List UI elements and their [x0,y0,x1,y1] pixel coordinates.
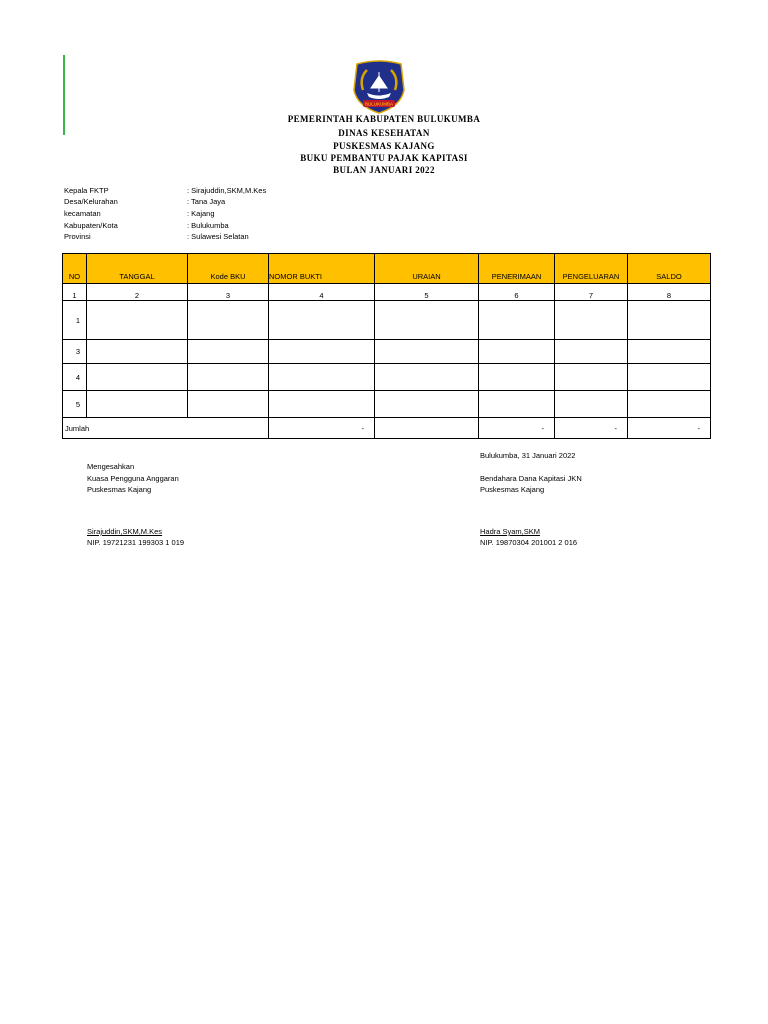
left-sig-line2: Kuasa Pengguna Anggaran [87,474,179,483]
cell-penerimaan [479,340,555,364]
emblem-ribbon-text: BULUKUMBA [364,101,394,107]
cell-uraian [375,391,479,418]
cell-nomor-bukti [269,301,375,340]
info-value-desa: : Tana Jaya [187,197,226,206]
cell-uraian [375,364,479,391]
col-num: 2 [87,284,188,301]
cell-nomor-bukti [269,340,375,364]
right-sig-line2: Puskesmas Kajang [480,485,545,494]
header-line-buku: BUKU PEMBANTU PAJAK KAPITASI [300,153,468,163]
info-label-desa: Desa/Kelurahan [64,197,118,206]
right-sig-line1: Bendahara Dana Kapitasi JKN [480,474,582,483]
cell-kode-bku [188,391,269,418]
cell-uraian [375,340,479,364]
header-line-puskesmas: PUSKESMAS KAJANG [333,141,435,151]
info-label-kabupaten: Kabupaten/Kota [64,221,118,230]
jumlah-penerimaan: - [479,418,555,439]
cell-saldo [628,301,711,340]
cell-tanggal [87,340,188,364]
info-value-kecamatan: : Kajang [187,209,215,218]
jumlah-saldo: - [628,418,711,439]
cell-kode-bku [188,340,269,364]
row-no: 1 [63,301,87,340]
header-line-bulan: BULAN JANUARI 2022 [333,165,435,175]
header-uraian: URAIAN [375,254,479,284]
header-nomor-bukti: NOMOR BUKTI [269,254,375,284]
header-pengeluaran: PENGELUARAN [555,254,628,284]
jumlah-label: Jumlah [63,418,269,439]
header-penerimaan: PENERIMAAN [479,254,555,284]
cell-penerimaan [479,364,555,391]
table-row [63,340,711,364]
info-label-kecamatan: kecamatan [64,209,101,218]
cell-kode-bku [188,301,269,340]
info-label-provinsi: Provinsi [64,232,91,241]
col-num: 1 [63,284,87,301]
row-no: 5 [63,391,87,418]
cell-penerimaan [479,391,555,418]
jumlah-row [63,418,711,439]
right-sig-nip: NIP. 19870304 201001 2 016 [480,538,578,547]
cell-pengeluaran [555,340,628,364]
table-row [63,301,711,340]
cell-pengeluaran [555,301,628,340]
left-sig-line3: Puskesmas Kajang [87,485,152,494]
info-value-kepala: : Sirajuddin,SKM,M.Kes [187,186,267,195]
cell-uraian [375,301,479,340]
cell-saldo [628,340,711,364]
cell-nomor-bukti [269,391,375,418]
jumlah-uraian [375,418,479,439]
cell-tanggal [87,391,188,418]
header-line-pemerintah: PEMERINTAH KABUPATEN BULUKUMBA [287,114,481,124]
cell-penerimaan [479,301,555,340]
col-num: 7 [555,284,628,301]
cell-saldo [628,364,711,391]
cell-pengeluaran [555,364,628,391]
left-sig-nip: NIP. 19721231 199303 1 019 [87,538,185,547]
bulukumba-emblem-logo [349,60,409,114]
header-kode-bku: Kode BKU [188,254,269,284]
place-date: Bulukumba, 31 Januari 2022 [480,451,576,460]
col-num: 8 [628,284,711,301]
bku-table [62,253,711,439]
info-label-kepala: Kepala FKTP [64,186,109,195]
col-num: 4 [269,284,375,301]
column-number-row [63,284,711,301]
header-tanggal: TANGGAL [87,254,188,284]
table-row [63,364,711,391]
info-value-kabupaten: : Bulukumba [187,221,229,230]
col-num: 6 [479,284,555,301]
cell-nomor-bukti [269,364,375,391]
row-no: 4 [63,364,87,391]
cell-pengeluaran [555,391,628,418]
header-line-dinas: DINAS KESEHATAN [338,128,430,138]
col-num: 3 [188,284,269,301]
left-sig-line1: Mengesahkan [87,462,135,471]
cell-tanggal [87,364,188,391]
jumlah-nomor-bukti: - [269,418,375,439]
right-sig-name: Hadra Syam,SKM [480,527,541,536]
header-no: NO [63,254,87,284]
left-sig-name: Sirajuddin,SKM,M.Kes [87,527,163,536]
row-no: 3 [63,340,87,364]
cell-saldo [628,391,711,418]
table-header-row [63,254,711,284]
cell-tanggal [87,301,188,340]
cell-kode-bku [188,364,269,391]
info-value-provinsi: : Sulawesi Selatan [187,232,249,241]
table-row [63,391,711,418]
header-saldo: SALDO [628,254,711,284]
jumlah-pengeluaran: - [555,418,628,439]
col-num: 5 [375,284,479,301]
